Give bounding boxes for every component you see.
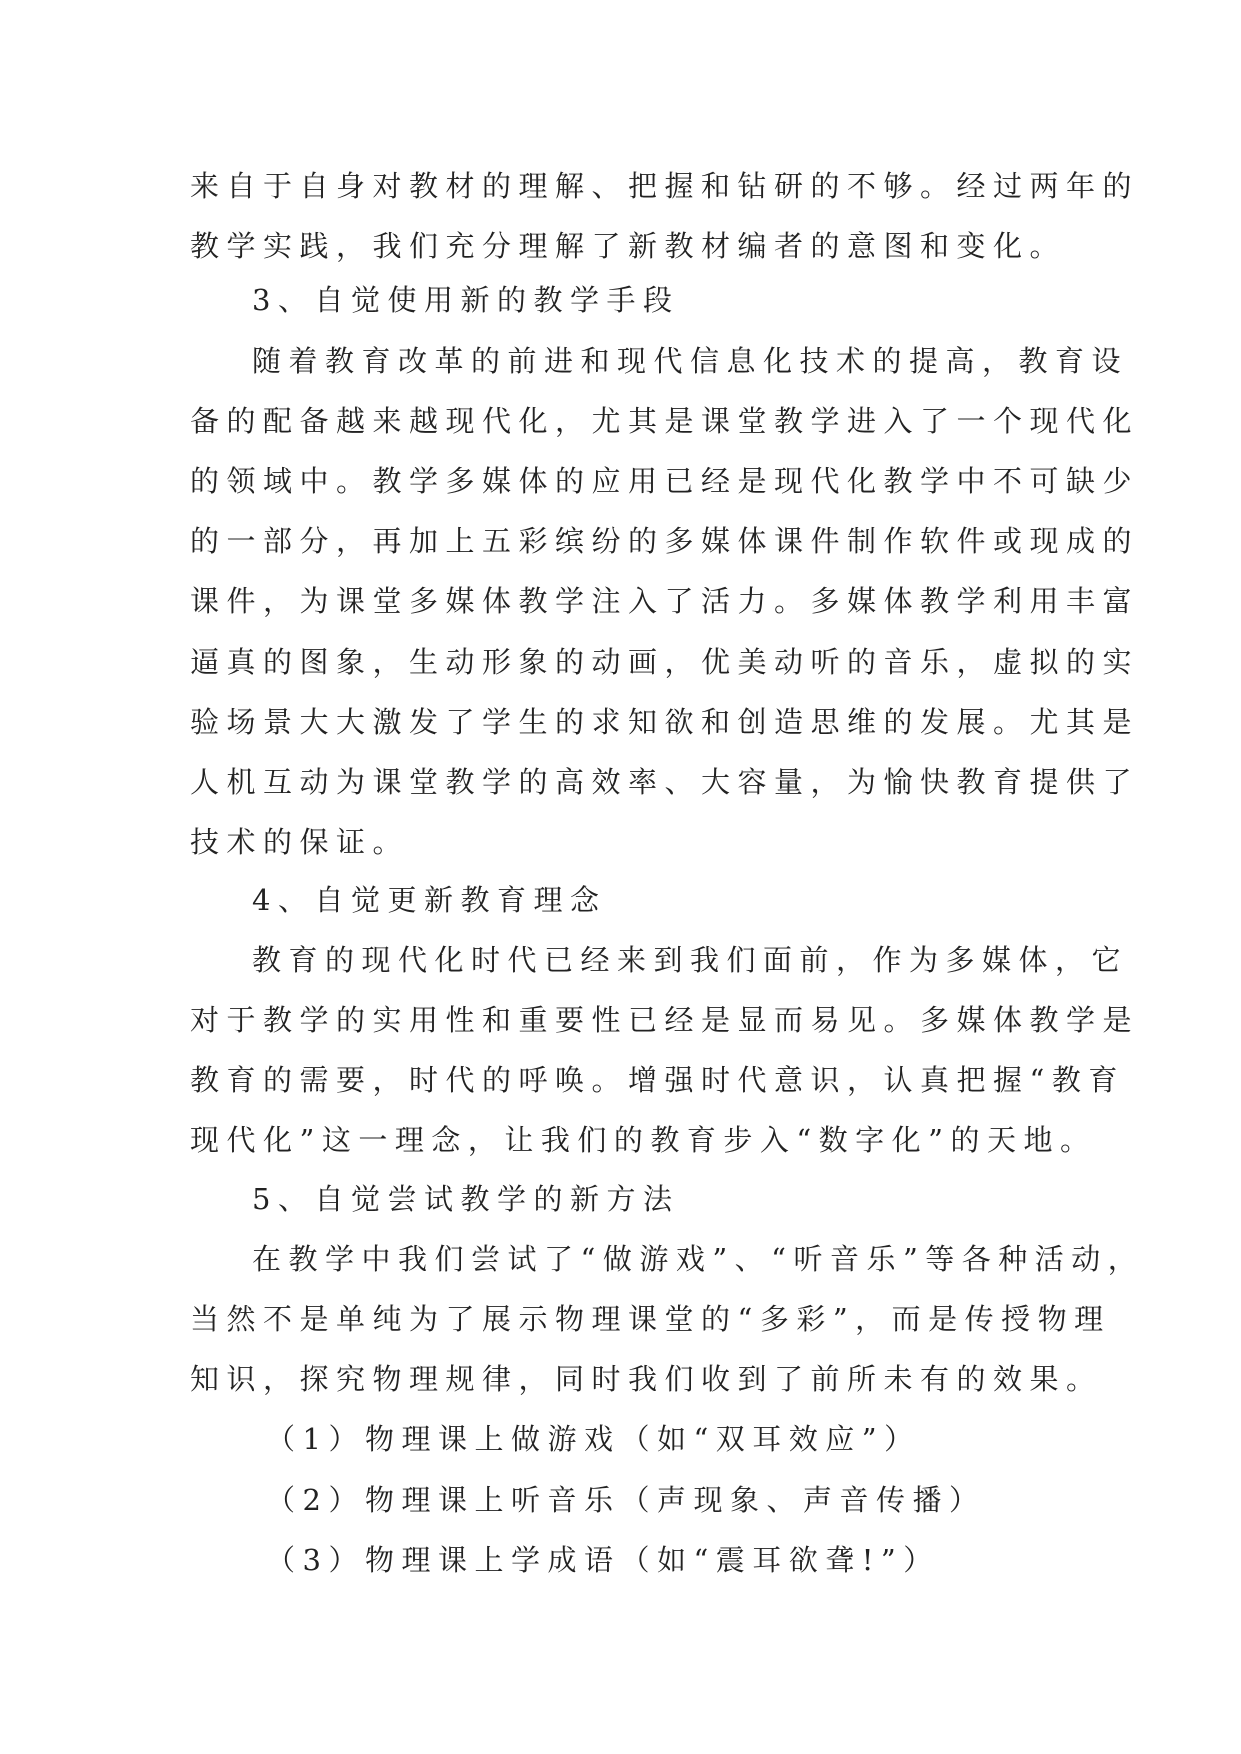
text-line: 当然不是单纯为了展示物理课堂的“多彩”，而是传授物理 bbox=[190, 1302, 1111, 1336]
list-item: （1）物理课上做游戏（如“双耳效应”） bbox=[266, 1422, 921, 1456]
text-line: 知识，探究物理规律，同时我们收到了前所未有的效果。 bbox=[190, 1362, 1103, 1396]
text-line: 教学实践，我们充分理解了新教材编者的意图和变化。 bbox=[190, 229, 1067, 263]
text-line: 现代化”这一理念，让我们的教育步入“数字化”的天地。 bbox=[190, 1123, 1097, 1157]
section-heading: 4、自觉更新教育理念 bbox=[252, 883, 607, 917]
text-line: 技术的保证。 bbox=[190, 825, 410, 859]
text-line: 教育的需要，时代的呼唤。增强时代意识，认真把握“教育 bbox=[190, 1063, 1125, 1097]
text-line: 教育的现代化时代已经来到我们面前，作为多媒体，它 bbox=[252, 943, 1129, 977]
text-line: 随着教育改革的前进和现代信息化技术的提高，教育设 bbox=[252, 344, 1129, 378]
list-item: （3）物理课上学成语（如“震耳欲聋!”） bbox=[266, 1543, 940, 1577]
text-line: 来自于自身对教材的理解、把握和钻研的不够。经过两年的 bbox=[190, 169, 1140, 203]
list-item: （2）物理课上听音乐（声现象、声音传播） bbox=[266, 1483, 986, 1517]
section-heading: 5、自觉尝试教学的新方法 bbox=[252, 1182, 680, 1216]
text-line: 的领域中。教学多媒体的应用已经是现代化教学中不可缺少 bbox=[190, 464, 1140, 498]
text-line: 验场景大大激发了学生的求知欲和创造思维的发展。尤其是 bbox=[190, 705, 1140, 739]
text-line: 备的配备越来越现代化，尤其是课堂教学进入了一个现代化 bbox=[190, 404, 1140, 438]
text-line: 对于教学的实用性和重要性已经是显而易见。多媒体教学是 bbox=[190, 1003, 1140, 1037]
text-line: 课件，为课堂多媒体教学注入了活力。多媒体教学利用丰富 bbox=[190, 584, 1140, 618]
text-line: 的一部分，再加上五彩缤纷的多媒体课件制作软件或现成的 bbox=[190, 524, 1140, 558]
text-line: 逼真的图象，生动形象的动画，优美动听的音乐，虚拟的实 bbox=[190, 645, 1140, 679]
section-heading: 3、自觉使用新的教学手段 bbox=[252, 283, 680, 317]
text-line: 人机互动为课堂教学的高效率、大容量，为愉快教育提供了 bbox=[190, 765, 1140, 799]
text-line: 在教学中我们尝试了“做游戏”、“听音乐”等各种活动， bbox=[252, 1242, 1145, 1276]
